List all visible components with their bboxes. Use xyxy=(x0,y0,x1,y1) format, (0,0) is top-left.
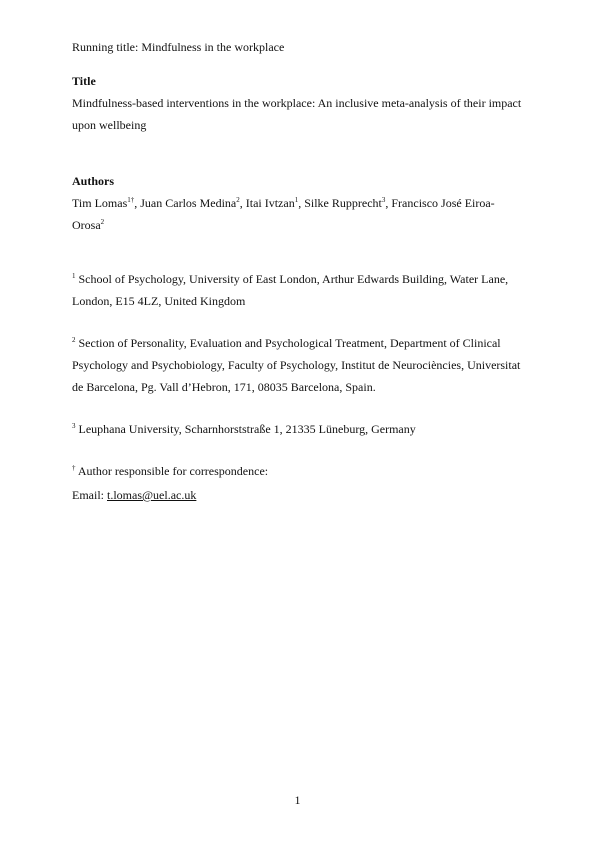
affiliation-marker: 3 xyxy=(72,422,76,430)
author-name: Itai Ivtzan xyxy=(245,196,295,210)
author-separator: , xyxy=(134,196,141,210)
correspondence-note xyxy=(72,460,523,482)
page-number: 1 xyxy=(294,793,301,807)
author-name: Tim Lomas xyxy=(72,196,128,210)
page-content xyxy=(72,36,523,506)
correspondence-text: Author responsible for correspondence: xyxy=(77,464,269,478)
paper-title-line-2: upon wellbeing xyxy=(72,118,147,132)
author-separator: , xyxy=(239,196,246,210)
email-link[interactable]: t.lomas@uel.ac.uk xyxy=(107,488,197,502)
author-affiliation-marker: 1 xyxy=(294,196,299,204)
affiliation-1 xyxy=(72,268,523,312)
title-heading: Title xyxy=(72,74,96,88)
affiliation-marker: 1 xyxy=(72,272,76,280)
affiliation-line: de Barcelona, Pg. Vall d’Hebron, 171, 08035 Barcelona, Spain. xyxy=(72,380,376,394)
affiliation-2 xyxy=(72,332,523,398)
author-name: Silke Rupprecht xyxy=(304,196,382,210)
affiliation-line: Psychology and Psychobiology, Faculty of Psychology, Institut de Neurociències, Universitat xyxy=(72,358,521,372)
author-name: Francisco José Eiroa-Orosa xyxy=(72,196,495,232)
author-list xyxy=(72,192,523,236)
title-section xyxy=(72,70,523,136)
affiliation-marker: 2 xyxy=(72,336,76,344)
affiliation-line: London, E15 4LZ, United Kingdom xyxy=(72,294,246,308)
affiliation-3 xyxy=(72,418,523,440)
author-separator: , xyxy=(298,196,305,210)
affiliation-line: School of Psychology, University of East London, Arthur Edwards Building, Water Lane, xyxy=(78,272,509,286)
author-affiliation-marker: 2 xyxy=(100,218,105,226)
affiliation-line: Section of Personality, Evaluation and Psychological Treatment, Department of Clinical xyxy=(78,336,501,350)
author-affiliation-marker: 3 xyxy=(381,196,386,204)
correspondence-marker: † xyxy=(72,464,76,472)
paper-title xyxy=(72,92,523,136)
author-name: Juan Carlos Medina xyxy=(140,196,237,210)
running-title: Running title: Mindfulness in the workplace xyxy=(72,40,285,54)
email-line xyxy=(72,484,523,506)
author-affiliation-marker: 1† xyxy=(127,196,135,204)
affiliation-line: Leuphana University, Scharnhorststraße 1, 21335 Lüneburg, Germany xyxy=(78,422,416,436)
author-separator: , xyxy=(385,196,392,210)
authors-section xyxy=(72,170,523,236)
paper-title-line-1: Mindfulness-based interventions in the workplace: An inclusive meta-analysis of their impact xyxy=(72,96,522,110)
author-affiliation-marker: 2 xyxy=(236,196,240,204)
authors-heading: Authors xyxy=(72,174,115,188)
email-label: Email: xyxy=(72,488,107,502)
